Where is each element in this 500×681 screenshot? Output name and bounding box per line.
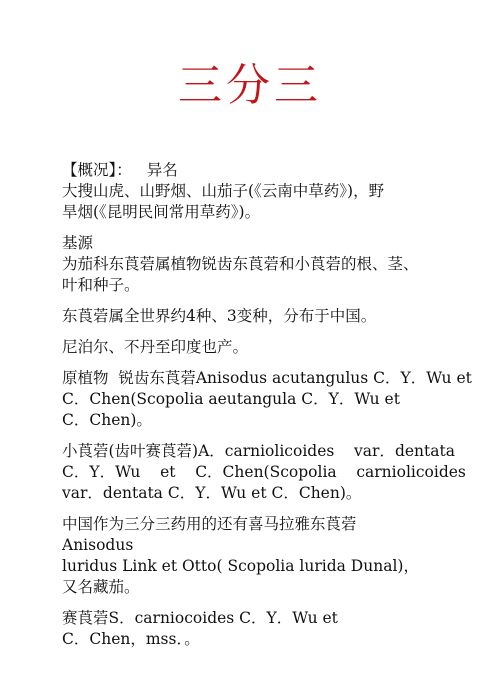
plant-1-line-1: 原植物 锐齿东莨菪Anisodus acutangulus C．Y．Wu et xyxy=(62,369,472,387)
plant-paragraph-4 xyxy=(62,608,425,650)
plant-2-line-3: var．dentata C．Y．Wu et C．Chen)。 xyxy=(62,484,362,502)
distribution-paragraph-2: 尼泊尔、不丹至印度也产。 xyxy=(62,338,249,356)
plant-4-line-1: 赛莨菪S．carniocoides C．Y．Wu et xyxy=(62,609,338,627)
overview-label: 【概况】： xyxy=(62,161,132,179)
source-paragraph xyxy=(62,233,425,296)
plant-paragraph-3 xyxy=(62,514,425,598)
plant-3-line-1: 中国作为三分三药用的还有喜马拉雅东莨菪Anisodus xyxy=(62,515,357,554)
plant-1-line-2: C．Chen(Scopolia aeutangula C．Y．Wu et C．Chen)。 xyxy=(62,390,400,429)
alias-label: 异名 xyxy=(146,161,178,179)
plant-2-line-1: 小莨菪(齿叶赛莨菪)A．carniolicoides var．dentata xyxy=(62,442,455,460)
distribution-paragraph-1: 东莨菪属全世界约4种、3变种，分布于中国。 xyxy=(62,307,377,325)
document-body xyxy=(62,160,472,650)
alias-line-1: 大搜山虎、山野烟、山茄子(《云南中草药》)，野 xyxy=(62,182,385,200)
plant-paragraph-1 xyxy=(62,368,472,431)
alias-line-2: 旱烟(《昆明民间常用草药》)。 xyxy=(62,203,261,221)
source-line-1: 为茄科东莨菪属植物锐齿东莨菪和小莨菪的根、茎、 xyxy=(62,255,419,273)
overview-paragraph xyxy=(62,160,425,223)
source-line-2: 叶和种子。 xyxy=(62,276,140,294)
plant-3-line-2: luridus Link et Otto( Scopolia lurida Dunal)，又名藏茄。 xyxy=(62,557,419,596)
plant-paragraph-2 xyxy=(62,441,466,504)
overview-heading-line xyxy=(62,160,425,181)
page-title: 三分三 xyxy=(178,60,322,111)
source-heading: 基源 xyxy=(62,234,94,252)
plant-2-line-2: C．Y．Wu et C．Chen(Scopolia carniolicoides xyxy=(62,463,466,481)
plant-4-line-2: C．Chen，mss．。 xyxy=(62,630,200,648)
